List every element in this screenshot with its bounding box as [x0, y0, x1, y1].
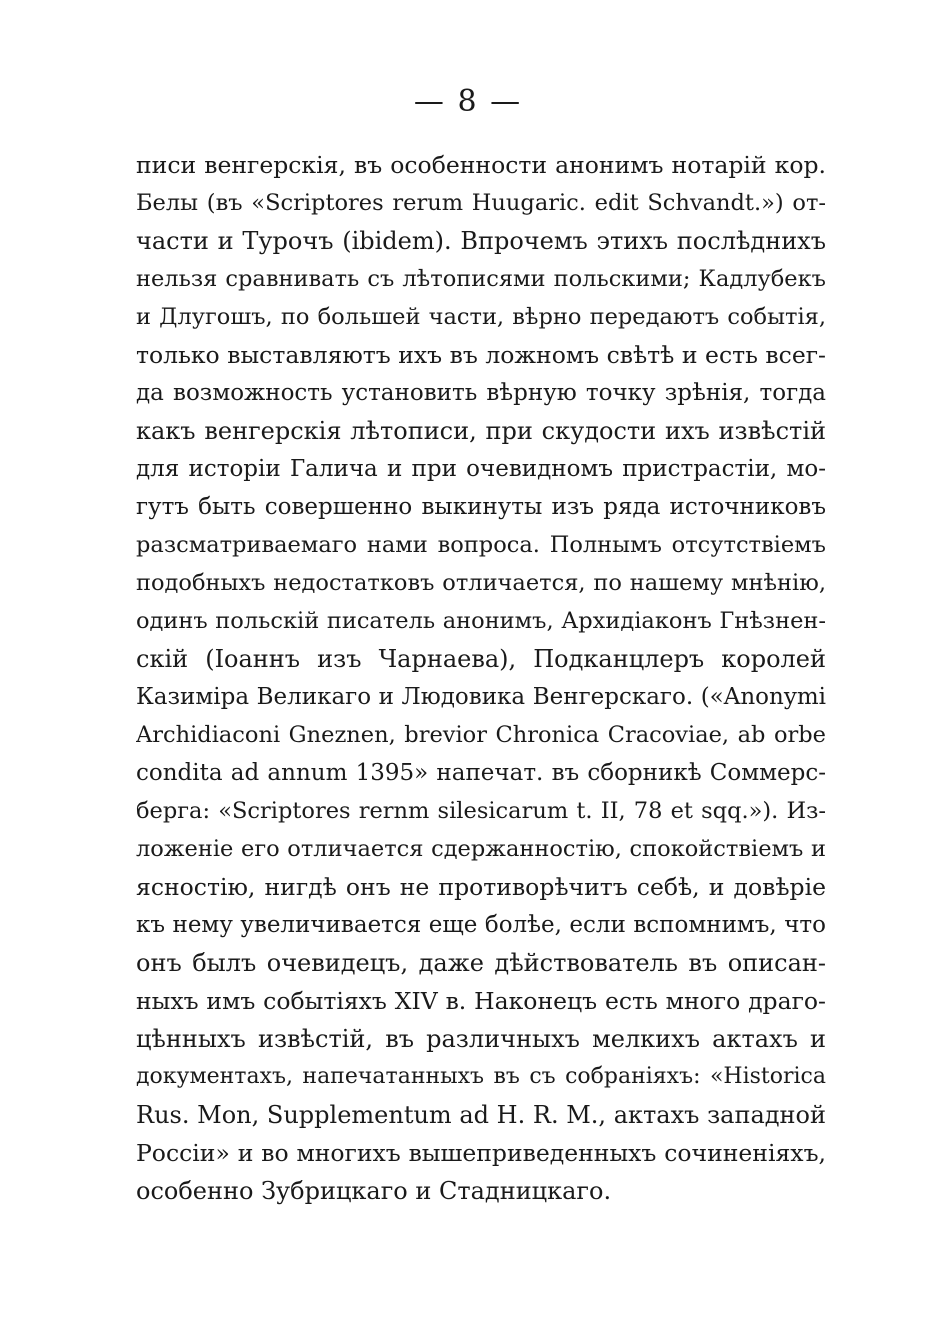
text-line: къ нему увеличивается еще болѣе, если вспомнимъ, что: [136, 912, 826, 938]
text-line: онъ былъ очевидецъ, даже дѣйствователь въ описан-: [136, 949, 826, 977]
text-line: Белы (въ «Scriptores rerum Huugaric. edit Schvandt.») от-: [136, 190, 826, 216]
text-line: и Длугошъ, по большей части, вѣрно передаютъ событія,: [136, 304, 826, 330]
body-text: [136, 146, 826, 1210]
text-line: Rus. Mon, Supplementum ad H. R. M., актахъ западной: [136, 1101, 826, 1129]
text-line: Россіи» и во многихъ вышеприведенныхъ сочиненіяхъ,: [136, 1139, 826, 1167]
text-line: да возможность установить вѣрную точку зрѣнія, тогда: [136, 380, 826, 406]
text-line: части и Турочъ (ibidem). Впрочемъ этихъ послѣднихъ: [136, 227, 826, 255]
text-line: разсматриваемаго нами вопроса. Полнымъ отсутствіемъ: [136, 532, 826, 558]
text-line: ныхъ имъ событіяхъ XIV в. Наконецъ есть много драго-: [136, 987, 826, 1015]
text-line: одинъ польскій писатель анонимъ, Архидіаконъ Гнѣзнен-: [136, 608, 826, 634]
text-line: писи венгерскія, въ особенности анонимъ нотарій кор.: [136, 151, 826, 179]
text-line: особенно Зубрицкаго и Стадницкаго.: [136, 1177, 612, 1205]
text-line: какъ венгерскія лѣтописи, при скудости ихъ извѣстій: [136, 417, 826, 445]
text-line: только выставляютъ ихъ въ ложномъ свѣтѣ и есть всег-: [136, 341, 826, 369]
text-line: Казиміра Великаго и Людовика Венгерскаго. («Anonymi: [136, 684, 826, 710]
text-line: для исторіи Галича и при очевидномъ пристрастіи, мо-: [136, 456, 826, 482]
text-line: ложеніе его отличается сдержанностію, спокойствіемъ и: [136, 836, 826, 862]
text-line: цѣнныхъ извѣстій, въ различныхъ мелкихъ актахъ и: [136, 1025, 826, 1053]
text-line: Archidiaconi Gneznen, brevior Chronica Cracoviae, ab orbe: [136, 722, 826, 748]
text-line: нельзя сравнивать съ лѣтописями польскими; Кадлубекъ: [136, 266, 826, 292]
text-line: берга: «Scriptores rernm silesicarum t. II, 78 et sqq.»). Из-: [136, 798, 826, 824]
text-line: ясностію, нигдѣ онъ не противорѣчитъ себѣ, и довѣріе: [136, 873, 826, 901]
text-line: гутъ быть совершенно выкинуты изъ ряда источниковъ: [136, 494, 826, 520]
page-number: — 8 —: [413, 84, 523, 119]
text-line: документахъ, напечатанныхъ въ съ собраніяхъ: «Historica: [136, 1064, 826, 1089]
text-line: подобныхъ недостатковъ отличается, по нашему мнѣнію,: [136, 570, 826, 596]
text-line: condita ad annum 1395» напечат. въ сборникѣ Соммерс-: [136, 760, 826, 786]
text-line: скій (Іоаннъ изъ Чарнаева), Подканцлеръ королей: [136, 645, 826, 673]
